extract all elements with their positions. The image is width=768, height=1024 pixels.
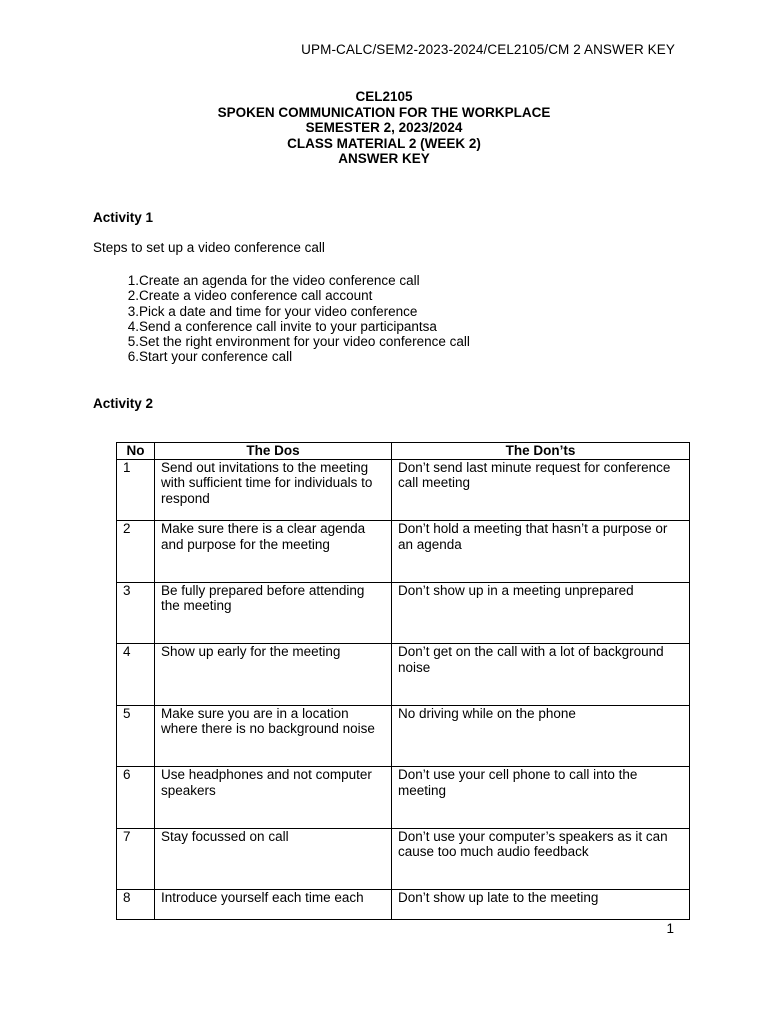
steps-list xyxy=(93,273,470,365)
table-header-row xyxy=(117,443,690,460)
donts-cell: No driving while on the phone xyxy=(392,705,690,767)
list-item xyxy=(93,334,470,349)
dos-cell: Use headphones and not computer speakers xyxy=(155,767,392,829)
list-item xyxy=(93,304,470,319)
dos-cell: Be fully prepared before attending the meeting xyxy=(155,582,392,644)
list-item xyxy=(93,288,470,303)
donts-cell: Don’t hold a meeting that hasn’t a purpose or an agenda xyxy=(392,521,690,583)
page-number: 1 xyxy=(666,921,674,936)
dos-cell: Show up early for the meeting xyxy=(155,644,392,706)
list-item xyxy=(93,319,470,334)
list-item xyxy=(93,273,470,288)
row-number: 6 xyxy=(117,767,155,829)
dos-cell: Send out invitations to the meeting with sufficient time for individuals to respond xyxy=(155,459,392,521)
table-row xyxy=(117,828,690,890)
step-text: Set the right environment for your video conference call xyxy=(139,334,470,350)
dos-cell: Make sure there is a clear agenda and purpose for the meeting xyxy=(155,521,392,583)
course-name: SPOKEN COMMUNICATION FOR THE WORKPLACE xyxy=(217,104,551,120)
document-type: ANSWER KEY xyxy=(338,151,430,166)
activity-1-intro: Steps to set up a video conference call xyxy=(93,240,325,255)
step-number: 1. xyxy=(127,273,139,288)
donts-cell: Don’t show up in a meeting unprepared xyxy=(392,582,690,644)
column-header-no: No xyxy=(117,443,155,460)
dos-cell: Introduce yourself each time each xyxy=(155,890,392,920)
step-text: Create a video conference call account xyxy=(139,288,373,304)
dos-cell: Make sure you are in a location where there is no background noise xyxy=(155,705,392,767)
donts-cell: Don’t send last minute request for conference call meeting xyxy=(392,459,690,521)
step-number: 3. xyxy=(127,303,139,319)
table-row xyxy=(117,459,690,521)
row-number: 8 xyxy=(117,890,155,920)
course-code: CEL2105 xyxy=(355,89,413,104)
dos-donts-table xyxy=(116,442,690,920)
table-row xyxy=(117,521,690,583)
step-number: 6. xyxy=(127,349,139,365)
row-number: 7 xyxy=(117,828,155,890)
row-number: 2 xyxy=(117,521,155,583)
step-number: 5. xyxy=(127,334,139,350)
column-header-donts: The Don’ts xyxy=(392,443,690,460)
donts-cell: Don’t use your cell phone to call into the meeting xyxy=(392,767,690,829)
step-text: Create an agenda for the video conference call xyxy=(139,273,420,288)
step-text: Start your conference call xyxy=(139,349,293,365)
donts-cell: Don’t use your computer’s speakers as it can cause too much audio feedback xyxy=(392,828,690,890)
row-number: 1 xyxy=(117,459,155,521)
column-header-dos: The Dos xyxy=(155,443,392,460)
title-block xyxy=(0,89,768,167)
class-material: CLASS MATERIAL 2 (WEEK 2) xyxy=(287,135,481,151)
row-number: 4 xyxy=(117,644,155,706)
step-text: Pick a date and time for your video conference xyxy=(139,303,418,319)
row-number: 5 xyxy=(117,705,155,767)
donts-cell: Don’t get on the call with a lot of background noise xyxy=(392,644,690,706)
semester: SEMESTER 2, 2023/2024 xyxy=(305,120,463,135)
activity-2-heading: Activity 2 xyxy=(93,396,154,411)
row-number: 3 xyxy=(117,582,155,644)
table-row xyxy=(117,644,690,706)
step-number: 4. xyxy=(127,318,139,334)
document-header-code: UPM-CALC/SEM2-2023-2024/CEL2105/CM 2 ANSWER KEY xyxy=(301,42,675,57)
step-number: 2. xyxy=(127,288,139,304)
donts-cell: Don’t show up late to the meeting xyxy=(392,890,690,920)
activity-1-heading: Activity 1 xyxy=(93,210,154,225)
step-text: Send a conference call invite to your participantsa xyxy=(139,318,437,334)
table-row xyxy=(117,767,690,829)
dos-cell: Stay focussed on call xyxy=(155,828,392,890)
table-row xyxy=(117,890,690,920)
table-row xyxy=(117,582,690,644)
list-item xyxy=(93,349,470,364)
table-row xyxy=(117,705,690,767)
